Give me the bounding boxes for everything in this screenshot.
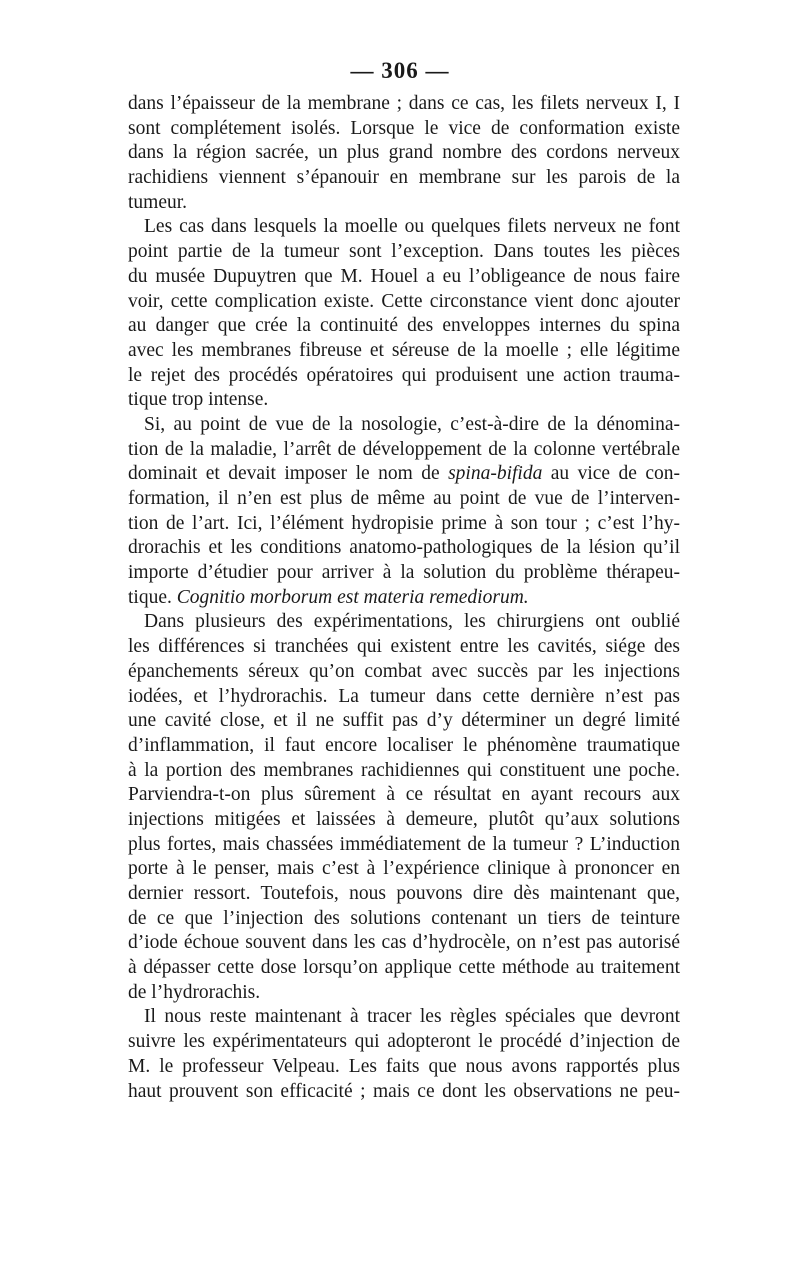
page-number: — 306 — (350, 58, 450, 83)
text-line: sont complétement isolés. Lorsque le vice de conformation existe (128, 117, 680, 139)
text-line: point partie de la tumeur sont l’exception. Dans toutes les pièces (128, 241, 680, 263)
text-line: iodées, et l’hydrorachis. La tumeur dans cette dernière n’est pas (128, 685, 680, 707)
text-line: avec les membranes fibreuse et séreuse de la moelle ; elle légitime (128, 339, 680, 361)
text-line: injections mitigées et laissées à demeure, plutôt qu’aux solutions (128, 808, 680, 830)
text-line: importe d’étudier pour arriver à la solution du problème thérapeu- (128, 562, 680, 584)
text-line: dans l’épaisseur de la membrane ; dans ce cas, les filets nerveux I, I (128, 93, 680, 114)
text-line: de l’hydrorachis. (128, 981, 261, 1003)
text-line: épanchements séreux qu’on combat avec succès par les injections (128, 660, 680, 682)
text-line: à la portion des membranes rachidiennes qui constituent une poche. (128, 759, 680, 781)
text-line: voir, cette complication existe. Cette circonstance vient donc ajouter (128, 290, 680, 312)
text-line: rachidiens viennent s’épanouir en membrane sur les parois de la (128, 167, 680, 189)
text-line: tique trop intense. (128, 389, 269, 411)
text-line: porte à le penser, mais c’est à l’expérience clinique à prononcer en (128, 858, 680, 880)
text-line: dans la région sacrée, un plus grand nombre des cordons nerveux (128, 142, 680, 164)
italic-quotation: Cognitio morborum est materia remediorum. (176, 586, 529, 608)
text-line: haut prouvent son efficacité ; mais ce dont les observations ne peu- (128, 1080, 680, 1102)
text-line: d’iode échoue souvent dans les cas d’hydrocèle, on n’est pas autorisé (128, 932, 680, 954)
body-text (128, 92, 680, 1104)
text-line (128, 586, 680, 611)
text-line: à dépasser cette dose lorsqu’on applique cette méthode au traitement (128, 957, 680, 979)
text-line: dernier ressort. Toutefois, nous pouvons dire dès maintenant que, (128, 883, 680, 904)
text-line (128, 462, 680, 487)
text-line: Il nous reste maintenant à tracer les règles spéciales que devront (144, 1006, 680, 1028)
text-line: du musée Dupuytren que M. Houel a eu l’obligeance de nous faire (128, 265, 680, 287)
text-segment: au vice de con- (542, 463, 680, 485)
text-segment: dominait et devait imposer le nom de (128, 463, 449, 485)
text-segment: tique. (128, 586, 177, 608)
text-line: Dans plusieurs des expérimentations, les chirurgiens ont oublié (144, 611, 680, 633)
text-line: une cavité close, et il ne suffit pas d’y déterminer un degré limité (128, 710, 680, 732)
text-line: Si, au point de vue de la nosologie, c’est-à-dire de la dénomina- (144, 413, 680, 435)
text-line: formation, il n’en est plus de même au point de vue de l’interven- (128, 488, 680, 509)
text-line: le rejet des procédés opératoires qui produisent une action trauma- (128, 364, 680, 386)
text-line: les différences si tranchées qui existent entre les cavités, siége des (128, 636, 680, 658)
text-line: Les cas dans lesquels la moelle ou quelques filets nerveux ne font (144, 216, 680, 238)
text-line: au danger que crée la continuité des enveloppes internes du spina (128, 315, 680, 337)
text-line: Parviendra-t-on plus sûrement à ce résultat en ayant recours aux (128, 784, 680, 806)
text-line: suivre les expérimentateurs qui adopteront le procédé d’injection de (128, 1031, 680, 1053)
text-line: d’inflammation, il faut encore localiser le phénomène traumatique (128, 734, 680, 756)
text-line: de ce que l’injection des solutions contenant un tiers de teinture (128, 907, 680, 929)
text-line: plus fortes, mais chassées immédiatement de la tumeur ? L’induction (128, 833, 680, 855)
text-line: tumeur. (128, 191, 188, 213)
italic-term: spina-bifida (448, 463, 543, 485)
text-line: M. le professeur Velpeau. Les faits que nous avons rapportés plus (128, 1055, 680, 1077)
text-line: tion de l’art. Ici, l’élément hydropisie prime à son tour ; c’est l’hy- (128, 512, 680, 534)
text-line: tion de la maladie, l’arrêt de développement de la colonne vertébrale (128, 438, 680, 460)
text-line: drorachis et les conditions anatomo-pathologiques de la lésion qu’il (128, 537, 680, 559)
